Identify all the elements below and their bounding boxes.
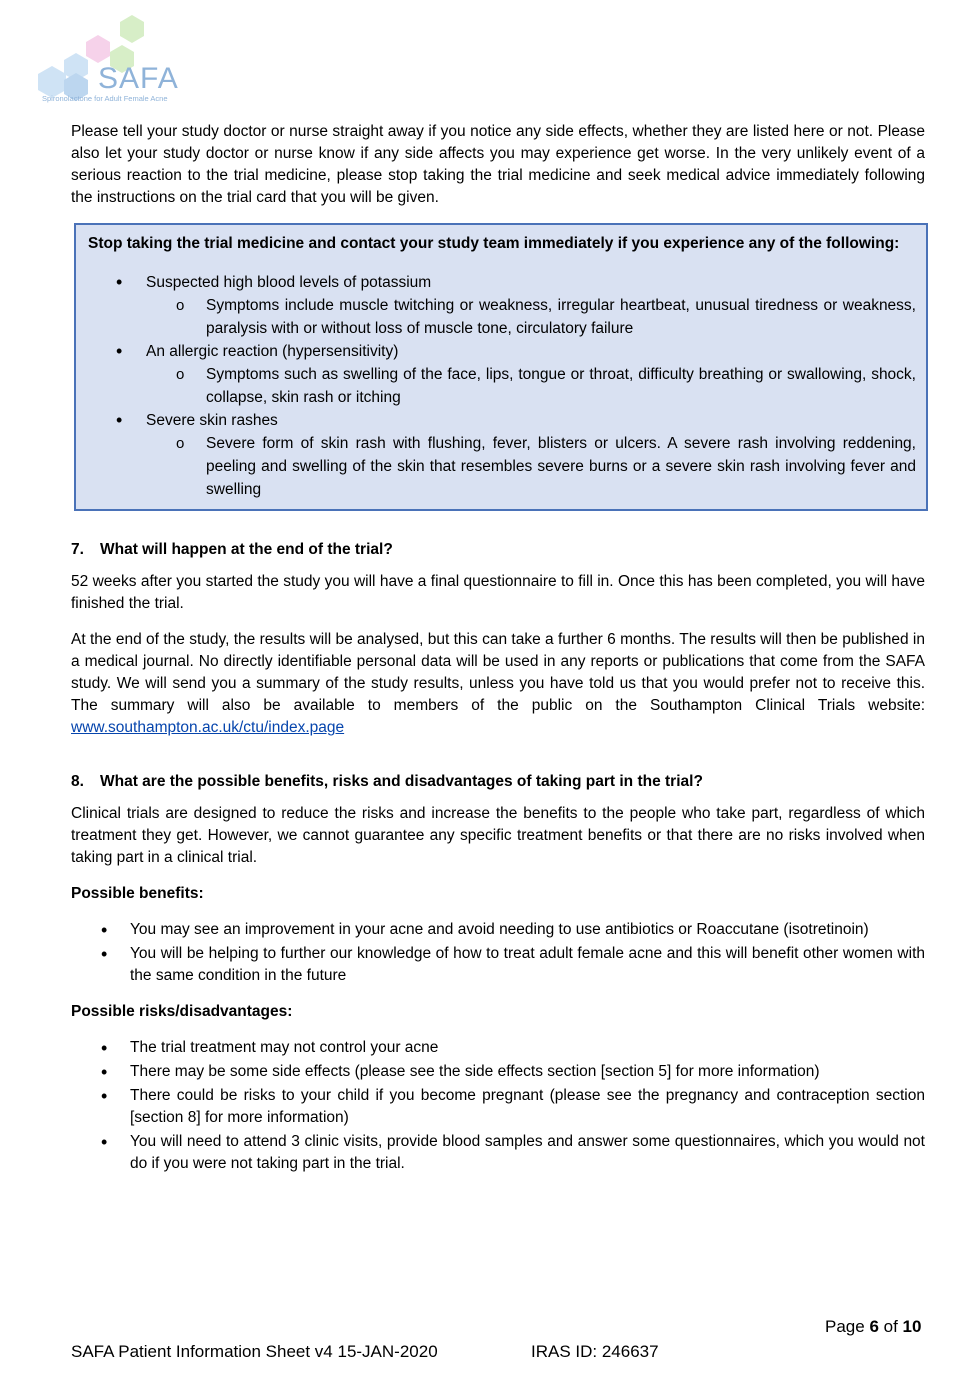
warning-item-detail: o Severe form of skin rash with flushing, fever, blisters or ulcers. A severe rash involving reddening, peeling and swelling of the skin that resembles severe burns or a severe skin rash involving fever and swelling — [146, 432, 916, 501]
section-7-paragraph-2 — [71, 629, 925, 739]
section-8-paragraph: Clinical trials are designed to reduce the risks and increase the benefits to the people who take part, regardless of which treatment they get. However, we cannot guarantee any specific treatment benefits or that there are no risks involved when taking part in a clinical trial. — [71, 805, 925, 866]
risk-item: • There may be some side effects (please see the side effects section [section 5] for more information) — [71, 1061, 925, 1083]
benefits-list — [71, 919, 925, 987]
logo-subtitle: Spironolactone for Adult Female Acne — [42, 94, 168, 103]
benefits-label: Possible benefits: — [71, 885, 204, 902]
section-7-paragraph-2-text: At the end of the study, the results will be analysed, but this can take a further 6 months. The results will then be published in a medical journal. No directly identifiable personal data will be used in any reports or publications that come from the SAFA study. We will send you a summary of the study results, unless you have told us that you would prefer not to receive this. The summary will also be available to members of the public on the Southampton Clinical Trials website: — [71, 631, 925, 714]
warning-item — [88, 409, 916, 501]
page-of: of — [878, 1317, 903, 1336]
footer-document-version: SAFA Patient Information Sheet v4 15-JAN-2020 — [71, 1342, 438, 1361]
page-total: 10 — [902, 1317, 922, 1336]
section-8-title: What are the possible benefits, risks and disadvantages of taking part in the trial? — [100, 773, 703, 790]
warning-item-detail: o Symptoms such as swelling of the face, lips, tongue or throat, difficulty breathing or swallowing, shock, collapse, skin rash or itching — [146, 363, 916, 409]
warning-item-detail: o Symptoms include muscle twitching or weakness, irregular heartbeat, unusual tiredness or weakness, paralysis with or without loss of muscle tone, circulatory failure — [146, 294, 916, 340]
page-prefix: Page — [825, 1317, 870, 1336]
safa-logo — [36, 12, 196, 107]
page-content — [71, 121, 925, 1177]
warning-item — [88, 271, 916, 340]
warning-item — [88, 340, 916, 409]
intro-paragraph: Please tell your study doctor or nurse straight away if you notice any side effects, whether they are listed here or not. Please also let your study doctor or nurse know if any side affects you may experience get worse. In the very unlikely event of a serious reaction to the trial medicine, please stop taking the trial medicine and seek medical advice immediately following the instructions on the trial card that you will be given. — [71, 123, 925, 206]
section-7-paragraph-1: 52 weeks after you started the study you will have a final questionnaire to fill in. Once this has been completed, you will have finished the trial. — [71, 573, 925, 612]
footer-iras-id: IRAS ID: 246637 — [531, 1342, 659, 1361]
risk-item: • The trial treatment may not control your acne — [71, 1037, 925, 1059]
benefit-item: • You may see an improvement in your acne and avoid needing to use antibiotics or Roaccutane (isotretinoin) — [71, 919, 925, 941]
warning-item-label: An allergic reaction (hypersensitivity) — [146, 343, 399, 360]
section-8-number: 8. — [71, 773, 84, 790]
warning-item-label: Suspected high blood levels of potassium — [146, 274, 432, 291]
warning-box-title: Stop taking the trial medicine and contact your study team immediately if you experience any of the following: — [88, 235, 900, 252]
section-8-heading — [71, 771, 925, 793]
warning-list — [88, 271, 916, 501]
risks-label: Possible risks/disadvantages: — [71, 1003, 293, 1020]
warning-item-label: Severe skin rashes — [146, 412, 278, 429]
page-current: 6 — [869, 1317, 879, 1336]
risk-item: • You will need to attend 3 clinic visits, provide blood samples and answer some questionnaires, which you would not do if you were not taking part in the trial. — [71, 1131, 925, 1175]
section-7-number: 7. — [71, 541, 84, 558]
risks-list — [71, 1037, 925, 1175]
ctu-website-link[interactable]: www.southampton.ac.uk/ctu/index.page — [71, 719, 345, 736]
section-7-heading — [71, 539, 925, 561]
logo-text: SAFA — [98, 62, 179, 95]
risk-item: • There could be risks to your child if you become pregnant (please see the pregnancy and contraception section [section 8] for more information) — [71, 1085, 925, 1129]
benefit-item: • You will be helping to further our knowledge of how to treat adult female acne and this will benefit other women with the same condition in the future — [71, 943, 925, 987]
warning-box — [74, 223, 928, 511]
page-number — [825, 1317, 921, 1337]
section-7-title: What will happen at the end of the trial? — [100, 541, 393, 558]
